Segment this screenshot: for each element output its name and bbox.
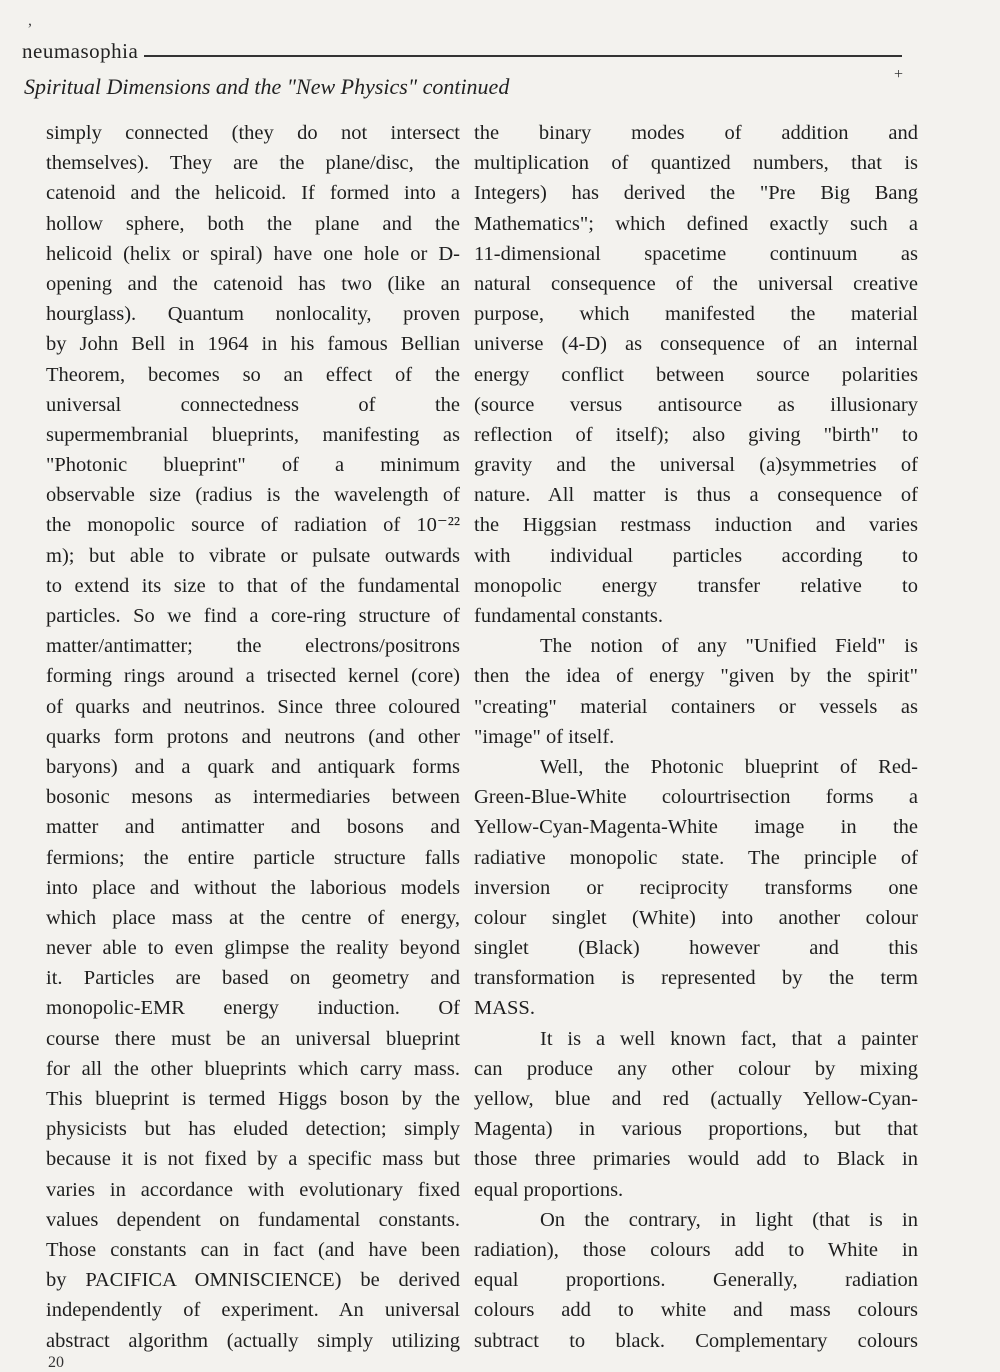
text-line: supermembranial blueprints, manifesting as — [46, 423, 460, 446]
text-line: colour singlet (White) into another colour — [474, 906, 918, 929]
header-rule — [144, 55, 902, 57]
text-line: "Photonic blueprint" of a minimum — [46, 454, 460, 477]
text-line: hollow sphere, both the plane and the — [46, 212, 460, 235]
text-line: colours add to white and mass colours — [474, 1299, 918, 1322]
text-line: catenoid and the helicoid. If formed into a — [46, 182, 460, 205]
text-line: those three primaries would add to Black in — [474, 1148, 918, 1171]
text-line: monopolic-EMR energy induction. Of — [46, 997, 460, 1020]
text-line: then the idea of energy "given by the spirit" — [474, 665, 918, 688]
text-line: forming rings around a trisected kernel (core) — [46, 665, 460, 688]
text-line: equal proportions. Generally, radiation — [474, 1269, 918, 1292]
text-line: multiplication of quantized numbers, that is — [474, 152, 918, 175]
text-line: 11-dimensional spacetime continuum as — [474, 242, 918, 265]
running-title: neumasophia — [22, 39, 139, 63]
text-line: gravity and the universal (a)symmetries of — [474, 454, 918, 477]
text-line: Those constants can in fact (and have been — [46, 1238, 460, 1261]
text-line: opening and the catenoid has two (like an — [46, 272, 460, 295]
text-line: varies in accordance with evolutionary fixed — [46, 1178, 460, 1201]
corner-mark-top: , — [28, 12, 32, 29]
text-line: subtract to black. Complementary colours — [474, 1329, 918, 1352]
text-line: The notion of any "Unified Field" is — [540, 635, 918, 658]
corner-mark-right: + — [894, 66, 904, 83]
text-line: abstract algorithm (actually simply utilizing — [46, 1329, 460, 1352]
text-line: to extend its size to that of the fundamental — [46, 574, 460, 597]
text-line: by John Bell in 1964 in his famous Bellian — [46, 333, 460, 356]
text-line: universal connectedness of the — [46, 393, 460, 416]
text-line: inversion or reciprocity transforms one — [474, 876, 918, 899]
text-line: themselves). They are the plane/disc, the — [46, 152, 460, 175]
text-line: equal proportions. — [474, 1178, 624, 1201]
text-line: Mathematics"; which defined exactly such a — [474, 212, 918, 235]
text-line: matter/antimatter; the electrons/positrons — [46, 635, 460, 658]
text-line: Green-Blue-White colourtrisection forms a — [474, 786, 918, 809]
text-line: for all the other blueprints which carry mass. — [46, 1057, 460, 1080]
text-line: singlet (Black) however and this — [474, 937, 918, 960]
text-line: by PACIFICA OMNISCIENCE) be derived — [46, 1269, 460, 1292]
text-line: On the contrary, in light (that is in — [540, 1208, 918, 1231]
text-line: universe (4-D) as consequence of an internal — [474, 333, 918, 356]
text-line: MASS. — [474, 997, 535, 1020]
text-line: fundamental constants. — [474, 605, 664, 627]
text-line: fermions; the entire particle structure falls — [46, 846, 460, 869]
text-line: radiative monopolic state. The principle of — [474, 846, 918, 869]
text-line: with individual particles according to — [474, 544, 918, 567]
text-line: nature. All matter is thus a consequence of — [474, 484, 918, 507]
text-line: the monopolic source of radiation of 10⁻²² — [46, 514, 460, 537]
text-line: radiation), those colours add to White in — [474, 1238, 918, 1261]
text-line: purpose, which manifested the material — [474, 303, 918, 326]
text-line: Theorem, becomes so an effect of the — [46, 363, 460, 386]
text-line: matter and antimatter and bosons and — [46, 816, 460, 839]
text-line: "image" of itself. — [474, 725, 615, 748]
text-line: because it is not fixed by a specific mass but — [46, 1148, 460, 1171]
text-line: transformation is represented by the term — [474, 967, 918, 990]
text-line: "creating" material containers or vessels as — [474, 695, 918, 718]
text-line: bosonic mesons as intermediaries between — [46, 786, 460, 809]
text-line: it. Particles are based on geometry and — [46, 967, 460, 990]
text-line: which place mass at the centre of energy, — [46, 906, 460, 929]
text-line: Yellow-Cyan-Magenta-White image in the — [474, 816, 918, 839]
text-line: yellow, blue and red (actually Yellow-Cyan- — [474, 1088, 918, 1110]
text-line: Integers) has derived the "Pre Big Bang — [474, 182, 918, 205]
text-line: Magenta) in various proportions, but that — [474, 1118, 918, 1141]
text-line: This blueprint is termed Higgs boson by the — [46, 1088, 460, 1110]
text-line: baryons) and a quark and antiquark forms — [46, 755, 460, 778]
text-line: observable size (radius is the wavelength of — [46, 484, 460, 507]
text-line: (source versus antisource as illusionary — [474, 393, 918, 416]
text-line: reflection of itself); also giving "birth" to — [474, 423, 918, 446]
text-line: simply connected (they do not intersect — [46, 122, 460, 144]
text-line: helicoid (helix or spiral) have one hole or D- — [46, 242, 460, 265]
text-line: course there must be an universal blueprint — [46, 1027, 460, 1050]
text-line: hourglass). Quantum nonlocality, proven — [46, 303, 460, 326]
text-line: the Higgsian restmass induction and varies — [474, 514, 918, 537]
running-head — [22, 34, 902, 64]
text-line: monopolic energy transfer relative to — [474, 574, 918, 597]
text-column-right — [474, 118, 918, 1358]
text-line: It is a well known fact, that a painter — [540, 1027, 918, 1050]
text-line: physicists but has eluded detection; simply — [46, 1118, 460, 1141]
text-line: into place and without the laborious models — [46, 876, 460, 899]
text-line: particles. So we find a core-ring structure of — [46, 605, 460, 627]
text-line: Well, the Photonic blueprint of Red- — [540, 755, 918, 778]
text-line: values dependent on fundamental constants. — [46, 1208, 460, 1231]
text-line: can produce any other colour by mixing — [474, 1057, 918, 1080]
text-line: of quarks and neutrinos. Since three coloured — [46, 695, 460, 718]
text-line: never able to even glimpse the reality beyond — [46, 937, 460, 960]
text-line: quarks form protons and neutrons (and other — [46, 725, 460, 748]
text-line: the binary modes of addition and — [474, 122, 918, 144]
text-column-left — [46, 118, 460, 1358]
text-line: independently of experiment. An universal — [46, 1299, 460, 1322]
text-line: energy conflict between source polarities — [474, 363, 918, 386]
article-subtitle: Spiritual Dimensions and the "New Physics" continued — [24, 74, 510, 99]
text-line: natural consequence of the universal creative — [474, 272, 918, 295]
text-line: m); but able to vibrate or pulsate outwards — [46, 544, 460, 567]
page-number: 20 — [48, 1354, 64, 1371]
